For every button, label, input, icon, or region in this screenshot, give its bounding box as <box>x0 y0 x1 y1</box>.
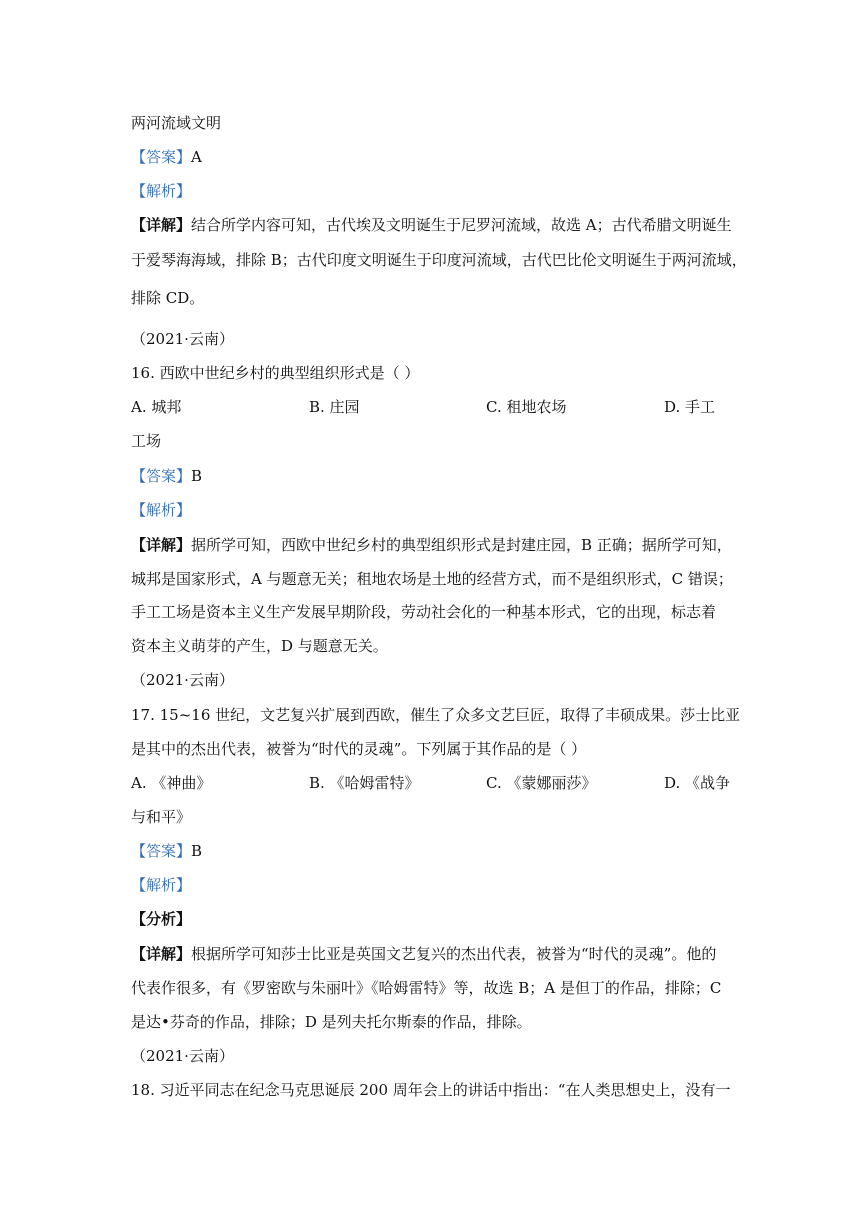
analysis-label: 【解析】 <box>131 501 192 519</box>
option-b: B. 庄园 <box>309 398 360 416</box>
answer-value: B <box>191 842 203 860</box>
option-c: C. 租地农场 <box>486 398 567 416</box>
option-a: A. 城邦 <box>131 398 182 416</box>
answer-label: 【答案】 <box>131 148 192 166</box>
text-line: 城邦是国家形式，A 与题意无关；租地农场是土地的经营方式，而不是组织形式，C 错误； <box>131 570 733 588</box>
option-d: D. 手工 <box>664 398 716 416</box>
detail-label: 【详解】 <box>131 536 192 554</box>
text-line: 手工工场是资本主义生产发展早期阶段，劳动社会化的一种基本形式，它的出现，标志着 <box>131 603 717 621</box>
analysis-label: 【解析】 <box>131 182 192 200</box>
detail-text: 据所学可知，西欧中世纪乡村的典型组织形式是封建庄园，B 正确；据所学可知， <box>191 536 732 554</box>
detail-label: 【详解】 <box>131 216 192 234</box>
detail-line <box>131 944 716 964</box>
text-line: 两河流域文明 <box>131 114 222 132</box>
detail-line <box>131 535 732 555</box>
question-16: 16. 西欧中世纪乡村的典型组织形式是（ ） <box>131 364 420 382</box>
option-b: B. 《哈姆雷特》 <box>309 774 420 792</box>
text-line: 资本主义萌芽的产生，D 与题意无关。 <box>131 637 388 655</box>
breakdown-label: 【分析】 <box>131 910 192 928</box>
analysis-label: 【解析】 <box>131 876 192 894</box>
text-line: 代表作很多，有《罗密欧与朱丽叶》《哈姆雷特》等，故选 B；A 是但丁的作品，排除；C <box>131 979 722 997</box>
answer-line <box>131 147 202 167</box>
text-line: 是达•芬奇的作品，排除；D 是列夫托尔斯泰的作品，排除。 <box>131 1013 532 1031</box>
detail-text: 根据所学可知莎士比亚是英国文艺复兴的杰出代表，被誉为“时代的灵魂”。他的 <box>191 945 717 963</box>
detail-text: 结合所学内容可知，古代埃及文明诞生于尼罗河流域，故选 A；古代希腊文明诞生 <box>191 216 732 234</box>
text-line: 与和平》 <box>131 808 192 826</box>
detail-line <box>131 215 732 235</box>
answer-value: B <box>191 467 203 485</box>
answer-label: 【答案】 <box>131 467 192 485</box>
detail-label: 【详解】 <box>131 945 192 963</box>
text-line: 工场 <box>131 432 162 450</box>
source-line: （2021·云南） <box>131 330 234 348</box>
option-c: C. 《蒙娜丽莎》 <box>486 774 597 792</box>
answer-label: 【答案】 <box>131 842 192 860</box>
source-line: （2021·云南） <box>131 1047 234 1065</box>
option-d: D. 《战争 <box>664 774 731 792</box>
source-line: （2021·云南） <box>131 671 234 689</box>
question-17: 17. 15~16 世纪，文艺复兴扩展到西欧，催生了众多文艺巨匠，取得了丰硕成果。莎士比亚 <box>131 706 741 724</box>
answer-line <box>131 841 202 861</box>
text-line: 于爱琴海海域，排除 B；古代印度文明诞生于印度河流域，古代巴比伦文明诞生于两河流域， <box>131 251 747 269</box>
answer-line <box>131 466 202 486</box>
answer-value: A <box>191 148 202 166</box>
option-a: A. 《神曲》 <box>131 774 212 792</box>
question-18: 18. 习近平同志在纪念马克思诞辰 200 周年会上的讲话中指出：“在人类思想史上，没有一 <box>131 1081 731 1099</box>
text-line: 是其中的杰出代表，被誉为“时代的灵魂”。下列属于其作品的是（ ） <box>131 740 587 758</box>
text-line: 排除 CD。 <box>131 289 205 307</box>
